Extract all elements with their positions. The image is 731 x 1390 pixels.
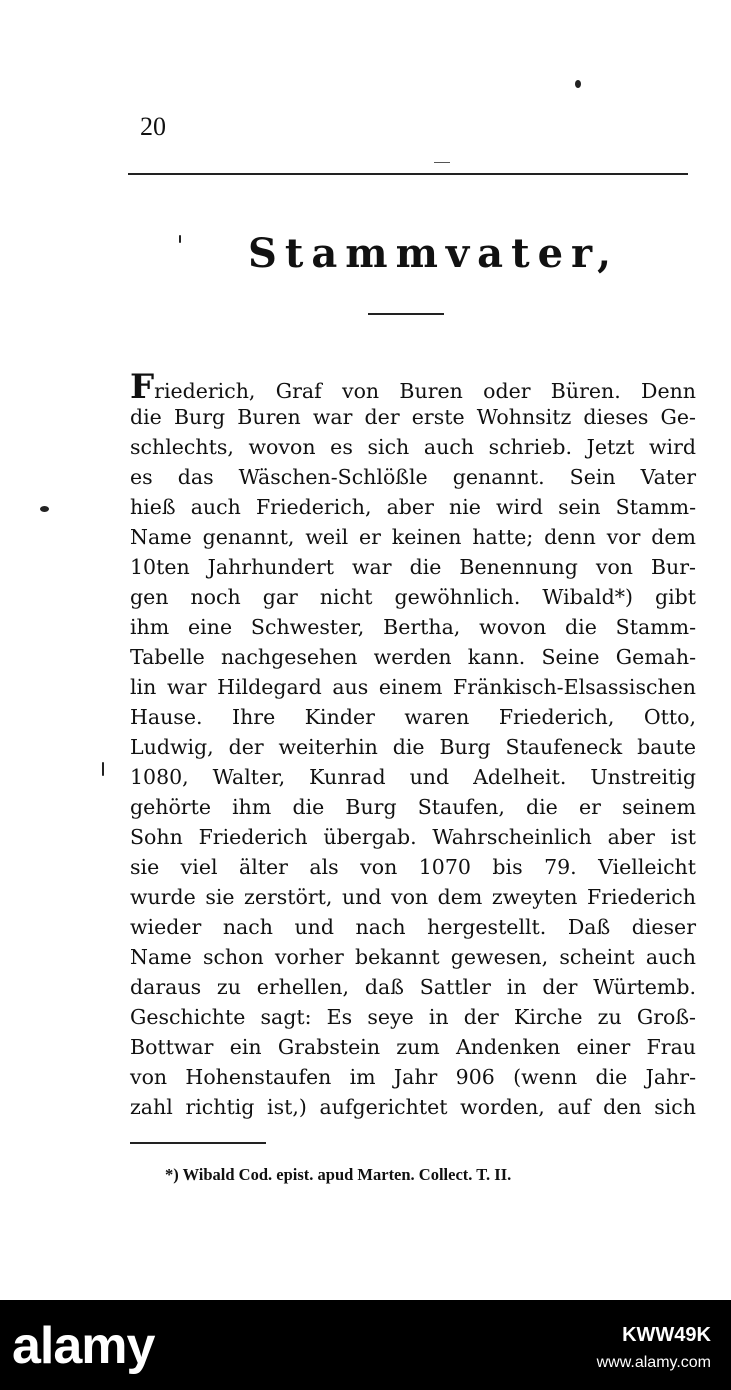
heading-rule [368,313,444,315]
watermark-url: www.alamy.com [596,1354,711,1371]
text-line: Ludwig, der weiterhin die Burg Staufeneck baute [130,735,696,759]
scan-speck [179,235,181,243]
text-line: es das Wäschen-Schlößle genannt. Sein Vater [130,465,696,489]
text-line: gen noch gar nicht gewöhnlich. Wibald*) gibt [130,585,696,609]
text-line: lin war Hildegard aus einem Fränkisch-Elsassischen [130,675,696,699]
page-number: 20 [140,112,166,141]
text-line: die Burg Buren war der erste Wohnsitz dieses Ge- [130,405,696,429]
text-line: Bottwar ein Grabstein zum Andenken einer Frau [130,1035,696,1059]
watermark-image-id: KWW49K [622,1324,711,1346]
text-line: sie viel älter als von 1070 bis 79. Vielleicht [130,855,696,879]
text-line: 1080, Walter, Kunrad und Adelheit. Unstreitig [130,765,696,789]
text-line: daraus zu erhellen, daß Sattler in der Würtemb. [130,975,696,999]
header-rule [128,173,688,175]
text-line: ihm eine Schwester, Bertha, wovon die Stamm- [130,615,696,639]
text-line: 10ten Jahrhundert war die Benennung von Bur- [130,555,696,579]
text-line: wieder nach und nach hergestellt. Daß dieser [130,915,696,939]
scan-speck [575,80,581,88]
chapter-heading: Stammvater, [248,230,620,277]
text-line: Friederich, Graf von Buren oder Büren. Denn [130,367,696,407]
text-line: gehörte ihm die Burg Staufen, die er seinem [130,795,696,819]
footnote: *) Wibald Cod. epist. apud Marten. Collect. T. II. [165,1165,512,1184]
text-line: wurde sie zerstört, und von dem zweyten Friederich [130,885,696,909]
text-line: Hause. Ihre Kinder waren Friederich, Otto, [130,705,696,729]
text-line: von Hohenstaufen im Jahr 906 (wenn die Jahr- [130,1065,696,1089]
text-line: zahl richtig ist,) aufgerichtet worden, auf den sich [130,1095,696,1119]
text-line: Geschichte sagt: Es seye in der Kirche zu Groß- [130,1005,696,1029]
text-line: Sohn Friederich übergab. Wahrscheinlich aber ist [130,825,696,849]
watermark-banner [0,1300,731,1390]
text-line: Name genannt, weil er keinen hatte; denn vor dem [130,525,696,549]
body-text [130,367,696,1122]
text-line: Tabelle nachgesehen werden kann. Seine Gemah- [130,645,696,669]
text-line: hieß auch Friederich, aber nie wird sein Stamm- [130,495,696,519]
scan-speck [40,506,49,512]
text-line: Name schon vorher bekannt gewesen, scheint auch [130,945,696,969]
scan-speck [102,762,104,776]
footnote-rule [130,1142,266,1144]
header-tick-mark [434,162,450,163]
text-line: schlechts, wovon es sich auch schrieb. Jetzt wird [130,435,696,459]
watermark-logo: alamy [12,1317,155,1375]
